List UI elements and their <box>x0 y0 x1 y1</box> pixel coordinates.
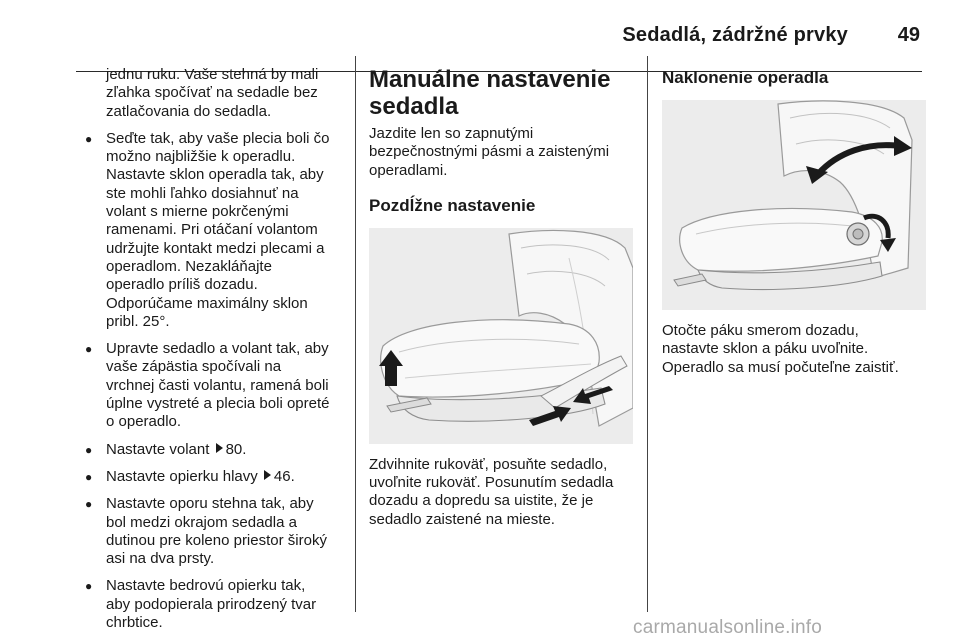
section-title: Sedadlá, zádržné prvky <box>622 24 848 46</box>
page-reference-link[interactable]: 46. <box>273 467 295 485</box>
subheading-longitudinal: Pozdĺžne nastavenie <box>369 195 536 215</box>
seat-recline-illustration <box>662 100 926 310</box>
list-item: ● Upravte sedadlo a volant tak, aby vaše zápästia spočívali na vrchnej časti volantu, ramená boli úplne vystreté a plecia boli opreté o operadlo. <box>80 340 350 431</box>
figure-caption-longitudinal: Zdvihnite rukoväť, posuňte sedadlo, uvoľnite rukoväť. Posunutím sedadla dozadu a dopredu sa uistite, že je sedadlo zaistené na mieste. <box>369 455 614 528</box>
watermark: carmanualsonline.info <box>633 617 823 638</box>
list-item: ● Nastavte opierku hlavy 46. <box>80 468 350 486</box>
intro-paragraph: Jazdite len so zapnutými bezpečnostnými pásmi a zaistenými operadlami. <box>369 125 610 179</box>
seating-tips-list <box>80 130 350 632</box>
seat-longitudinal-illustration <box>369 228 633 444</box>
list-item: ● Nastavte volant 80. <box>80 441 350 459</box>
page-reference-arrow-icon <box>216 443 223 453</box>
running-header <box>0 24 960 54</box>
page-number: 49 <box>897 24 920 46</box>
list-item: ● Seďte tak, aby vaše plecia boli čo možno najbližšie k operadlu. Nastavte sklon operadla tak, aby ste mohli ľahko dosiahnuť na volant s mierne pokrčenými ramenami. Pri otáčaní volantom udržujte kontakt medzi plecami a operadlom. Nezakláňajte operadlo príliš dozadu. Odporúčame maximálny sklon pribl. 25°. <box>80 130 350 331</box>
column-3 <box>662 62 928 377</box>
column-2 <box>369 62 634 529</box>
subheading-recline: Naklonenie operadla <box>662 68 829 87</box>
continued-paragraph: jednu ruku. Vaše stehná by mali zľahka spočívať na sedadle bez zatlačovania do sedadla. <box>106 66 319 120</box>
column-divider-2 <box>647 56 648 612</box>
page-reference-link[interactable]: 80. <box>225 440 247 458</box>
page-reference-arrow-icon <box>264 470 271 480</box>
column-1 <box>80 62 350 632</box>
list-item: ● Nastavte bedrovú opierku tak, aby podopierala prirodzený tvar chrbtice. <box>80 577 350 632</box>
list-item: ● Nastavte oporu stehna tak, aby bol medzi okrajom sedadla a dutinou pre koleno priestor široký asi na dva prsty. <box>80 495 350 568</box>
column-divider-1 <box>355 56 356 612</box>
section-heading: Manuálne nastavenie sedadla <box>369 66 611 120</box>
figure-caption-recline: Otočte páku smerom dozadu, nastavte sklon a páku uvoľnite. Operadlo sa musí počuteľne zaistiť. <box>662 322 899 376</box>
